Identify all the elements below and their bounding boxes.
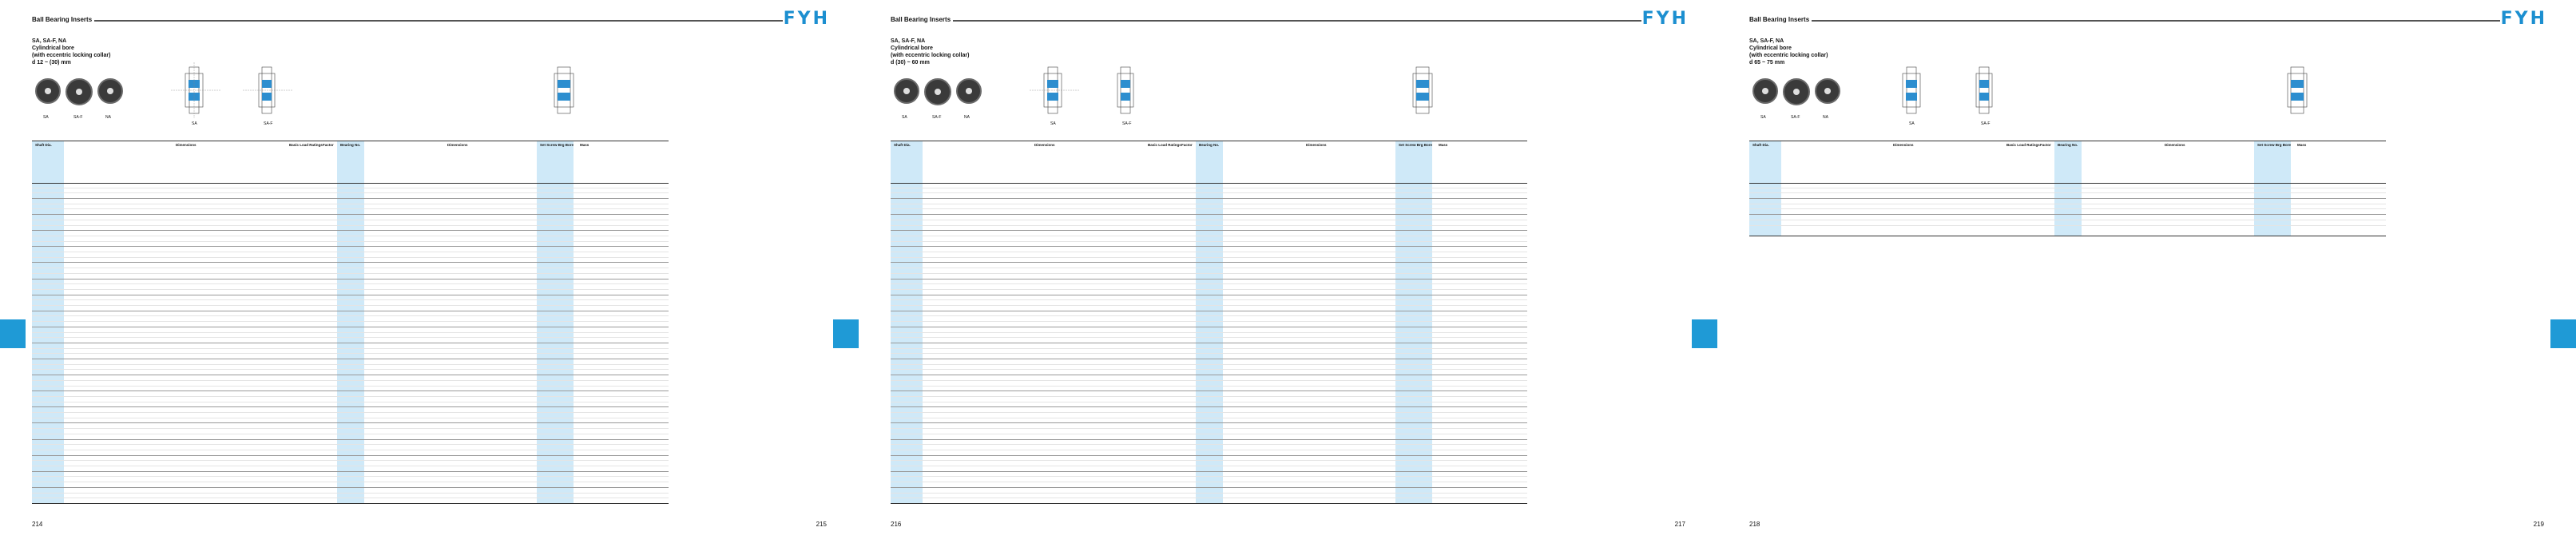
table-row <box>1749 220 2386 226</box>
header-factor: Factor <box>2040 143 2051 147</box>
photo-label: NA <box>964 115 970 120</box>
section-drawing-na <box>537 62 593 120</box>
section-drawing-sa <box>1885 62 1941 120</box>
table-body <box>1749 182 2386 236</box>
header-dimensions: Dimensions <box>176 143 196 147</box>
header-mass: Mass <box>580 143 589 147</box>
subtitle-line: d 65 ~ 75 mm <box>1749 60 1785 65</box>
header-shaft-dia: Shaft Dia. <box>894 143 911 147</box>
spread-1 <box>0 0 859 559</box>
fyh-logo: FYH <box>783 9 830 29</box>
specification-table <box>32 141 669 504</box>
series-subtitle <box>891 38 969 66</box>
subtitle-line: SA, SA-F, NA <box>891 38 926 44</box>
header-dimensions-right: Dimensions <box>447 143 468 147</box>
bearing-photo-na <box>97 78 123 104</box>
spread-2 <box>859 0 1717 559</box>
section-drawing-saf <box>1957 62 2013 120</box>
table-header <box>32 141 669 184</box>
series-subtitle <box>1749 38 1828 66</box>
header-basic-load: Basic Load Ratings <box>289 143 323 147</box>
drawing-label: SA <box>1050 121 1056 126</box>
header-factor: Factor <box>323 143 334 147</box>
page-number-right: 217 <box>1674 521 1685 528</box>
bearing-photo-saf <box>65 78 93 105</box>
subtitle-line: (with eccentric locking collar) <box>1749 53 1828 58</box>
photo-label: SA <box>43 115 49 120</box>
drawing-label: SA-F <box>1122 121 1132 126</box>
table-bottom-rule <box>32 503 669 504</box>
bearing-photo-sa <box>35 78 61 104</box>
section-drawing-saf <box>240 62 296 120</box>
subtitle-line: SA, SA-F, NA <box>1749 38 1784 44</box>
running-title: Ball Bearing Inserts <box>1749 16 1810 23</box>
page-number-left: 214 <box>32 521 43 528</box>
photo-label: SA <box>1760 115 1766 120</box>
page-number-left: 216 <box>891 521 902 528</box>
table-header <box>1749 141 2386 184</box>
header-factor: Factor <box>1181 143 1193 147</box>
header-set-screw: Set Screw Brg Bore <box>2257 143 2292 147</box>
photo-label: SA-F <box>1791 115 1800 120</box>
header-bearing-no: Bearing No. <box>2058 143 2078 147</box>
table-header <box>891 141 1527 184</box>
header-mass: Mass <box>1439 143 1448 147</box>
bearing-photo-saf <box>924 78 951 105</box>
header-basic-load: Basic Load Ratings <box>1148 143 1181 147</box>
photo-label: SA <box>902 115 907 120</box>
subtitle-line: (with eccentric locking collar) <box>32 53 111 58</box>
table-body <box>32 182 669 504</box>
section-drawing-saf <box>1098 62 1154 120</box>
drawing-label: SA-F <box>264 121 273 126</box>
series-subtitle <box>32 38 110 66</box>
section-drawing-sa <box>168 62 224 120</box>
bearing-photo-sa <box>894 78 919 104</box>
subtitle-line: d 12 ~ (30) mm <box>32 60 71 65</box>
header-shaft-dia: Shaft Dia. <box>35 143 52 147</box>
header-dimensions-right: Dimensions <box>2165 143 2185 147</box>
subtitle-line: Cylindrical bore <box>32 46 74 51</box>
header-bearing-no: Bearing No. <box>340 143 361 147</box>
bearing-photo-sa <box>1752 78 1778 104</box>
bearing-photo-na <box>956 78 982 104</box>
table-body <box>891 182 1527 504</box>
subtitle-line: (with eccentric locking collar) <box>891 53 970 58</box>
subtitle-line: Cylindrical bore <box>1749 46 1792 51</box>
drawing-label: SA-F <box>1981 121 1991 126</box>
subtitle-line: SA, SA-F, NA <box>32 38 67 44</box>
header-rule <box>953 20 1641 22</box>
header-basic-load: Basic Load Ratings <box>2006 143 2040 147</box>
subtitle-line: d (30) ~ 60 mm <box>891 60 930 65</box>
specification-table <box>1749 141 2386 236</box>
running-title: Ball Bearing Inserts <box>32 16 93 23</box>
header-rule <box>94 20 783 22</box>
header-dimensions: Dimensions <box>1034 143 1055 147</box>
table-bottom-rule <box>891 503 1527 504</box>
photo-label: SA-F <box>73 115 83 120</box>
section-drawing-na <box>1395 62 1451 120</box>
section-tab <box>0 319 26 348</box>
specification-table <box>891 141 1527 504</box>
header-bearing-no: Bearing No. <box>1199 143 1220 147</box>
bearing-photo-na <box>1815 78 1840 104</box>
fyh-logo: FYH <box>2500 9 2547 29</box>
subtitle-line: Cylindrical bore <box>891 46 933 51</box>
drawing-label: SA <box>192 121 197 126</box>
section-tab <box>1692 319 1717 348</box>
running-title: Ball Bearing Inserts <box>891 16 951 23</box>
page-number-right: 219 <box>2533 521 2544 528</box>
header-dimensions: Dimensions <box>1893 143 1914 147</box>
header-rule <box>1812 20 2500 22</box>
photo-label: SA-F <box>932 115 942 120</box>
section-drawing-sa <box>1026 62 1082 120</box>
section-tab <box>2550 319 2576 348</box>
spread-3 <box>1717 0 2576 559</box>
page-number-right: 215 <box>816 521 827 528</box>
drawing-label: SA <box>1909 121 1915 126</box>
header-shaft-dia: Shaft Dia. <box>1752 143 1769 147</box>
page-number-left: 218 <box>1749 521 1760 528</box>
photo-label: NA <box>105 115 111 120</box>
section-drawing-na <box>2270 62 2326 120</box>
bearing-photo-saf <box>1783 78 1810 105</box>
fyh-logo: FYH <box>1641 9 1689 29</box>
photo-label: NA <box>1823 115 1828 120</box>
header-dimensions-right: Dimensions <box>1306 143 1327 147</box>
header-mass: Mass <box>2297 143 2307 147</box>
section-tab <box>833 319 859 348</box>
header-set-screw: Set Screw Brg Bore <box>1399 143 1433 147</box>
header-set-screw: Set Screw Brg Bore <box>540 143 574 147</box>
